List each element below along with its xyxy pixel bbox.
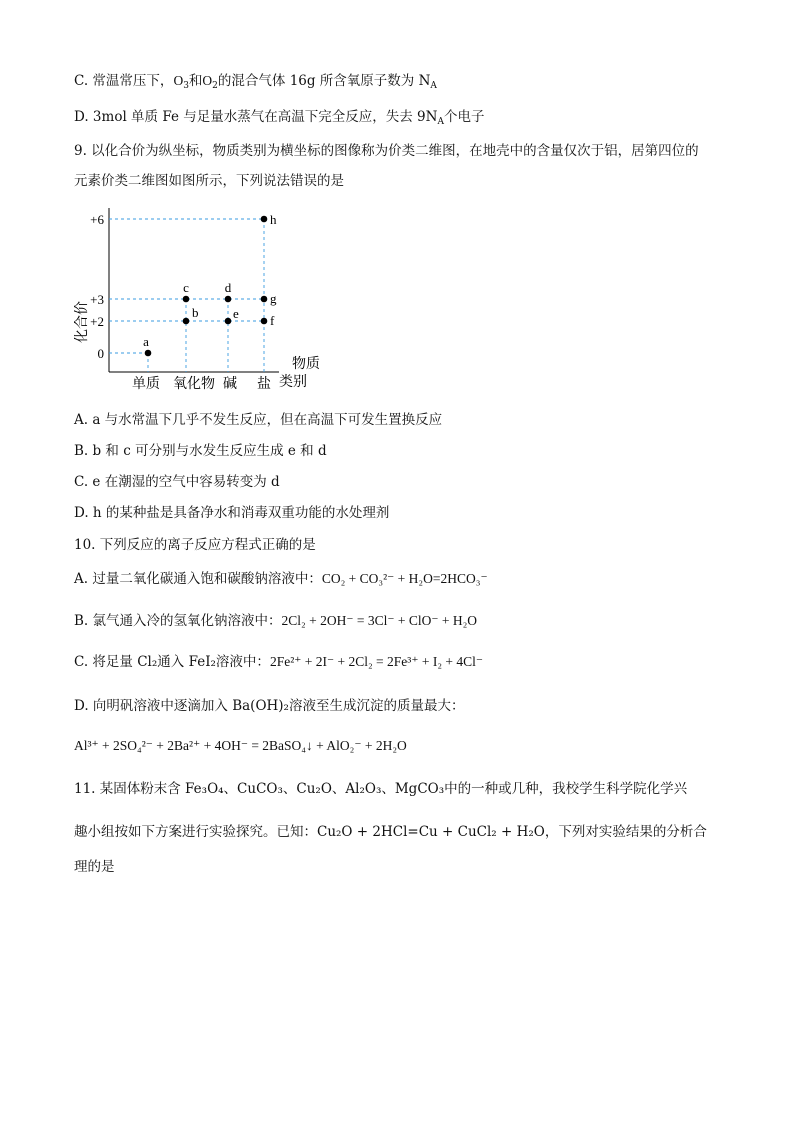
q9-stem-line2: 元素价类二维图如图所示，下列说法错误的是 xyxy=(74,173,344,189)
point-f xyxy=(261,318,268,325)
q9-option-d: D. h 的某种盐是具备净水和消毒双重功能的水处理剂 xyxy=(74,505,390,521)
q11-stem-line1: 11. 某固体粉末含 Fe₃O₄、CuCO₃、Cu₂O、Al₂O₃、MgCO₃中的一种或几种，我校学生科学院化学兴 xyxy=(74,781,688,797)
x-category-label: 碱 xyxy=(223,377,237,392)
y-tick-label: 0 xyxy=(97,346,104,361)
q9-option-c: C. e 在潮湿的空气中容易转变为 d xyxy=(74,474,280,490)
q11-stem-line3: 理的是 xyxy=(74,859,115,875)
q9-stem-line1: 9. 以化合价为纵坐标，物质类别为横坐标的图像称为价类二维图，在地壳中的含量仅次于铝，居第四位的 xyxy=(74,143,699,159)
point-c xyxy=(183,296,190,303)
x-category-label: 氧化物 xyxy=(173,377,215,392)
point-label-a: a xyxy=(143,334,149,349)
y-tick-label: +3 xyxy=(90,292,104,307)
q8-option-d: D. 3mol 单质 Fe 与足量水蒸气在高温下完全反应，失去 $9N_A$个电子 xyxy=(74,109,485,127)
q10-option-b: B. 氯气通入冷的氢氧化钠溶液中：2Cl₂ + 2OH⁻ = 3Cl⁻ + ClO⁻ + H₂O xyxy=(74,613,478,629)
x-category-label: 盐 xyxy=(257,377,271,392)
q8-option-c: C. 常温常压下，$O_3$和$O_2$的混合气体 16g 所含氧原子数为 $N_A$ xyxy=(74,73,437,91)
y-tick-label: +6 xyxy=(90,212,104,227)
q10-option-c: C. 将足量 Cl₂通入 FeI₂溶液中：2Fe²⁺ + 2I⁻ + 2Cl₂ = 2Fe³⁺ + I₂ + 4Cl⁻ xyxy=(74,654,484,670)
y-tick-label: +2 xyxy=(90,314,104,329)
point-d xyxy=(225,296,232,303)
valence-class-chart xyxy=(74,200,334,395)
q9-option-b: B. b 和 c 可分别与水发生反应生成 e 和 d xyxy=(74,443,327,459)
q10-stem: 10. 下列反应的离子反应方程式正确的是 xyxy=(74,537,316,553)
point-g xyxy=(261,296,268,303)
point-label-f: f xyxy=(270,313,275,328)
point-h xyxy=(261,216,268,223)
q10-option-d-equation: Al³⁺ + 2SO₄²⁻ + 2Ba²⁺ + 4OH⁻ = 2BaSO₄↓ + AlO₂⁻ + 2H₂O xyxy=(74,738,407,753)
x-category-label: 单质 xyxy=(132,377,160,392)
point-label-h: h xyxy=(270,212,277,227)
q11-stem-line2: 趣小组按如下方案进行实验探究。已知：Cu₂O + 2HCl=Cu + CuCl₂ + H₂O，下列对实验结果的分析合 xyxy=(74,824,707,840)
point-a xyxy=(145,350,152,357)
point-label-d: d xyxy=(224,280,232,295)
point-label-c: c xyxy=(183,280,189,295)
y-axis-label: 化合价 xyxy=(75,301,90,343)
x-axis-label-line1: 物质 xyxy=(292,357,320,372)
q10-option-d: D. 向明矾溶液中逐滴加入 Ba(OH)₂溶液至生成沉淀的质量最大： xyxy=(74,698,465,714)
point-label-b: b xyxy=(192,305,199,320)
point-b xyxy=(183,318,190,325)
point-e xyxy=(225,318,232,325)
q9-option-a: A. a 与水常温下几乎不发生反应，但在高温下可发生置换反应 xyxy=(74,412,443,428)
x-axis-label-line2: 类别 xyxy=(279,375,307,390)
point-label-e: e xyxy=(233,306,239,321)
point-label-g: g xyxy=(270,291,277,306)
q10-option-a: A. 过量二氧化碳通入饱和碳酸钠溶液中：CO₂ + CO₃²⁻ + H₂O=2HCO₃⁻ xyxy=(74,571,488,587)
